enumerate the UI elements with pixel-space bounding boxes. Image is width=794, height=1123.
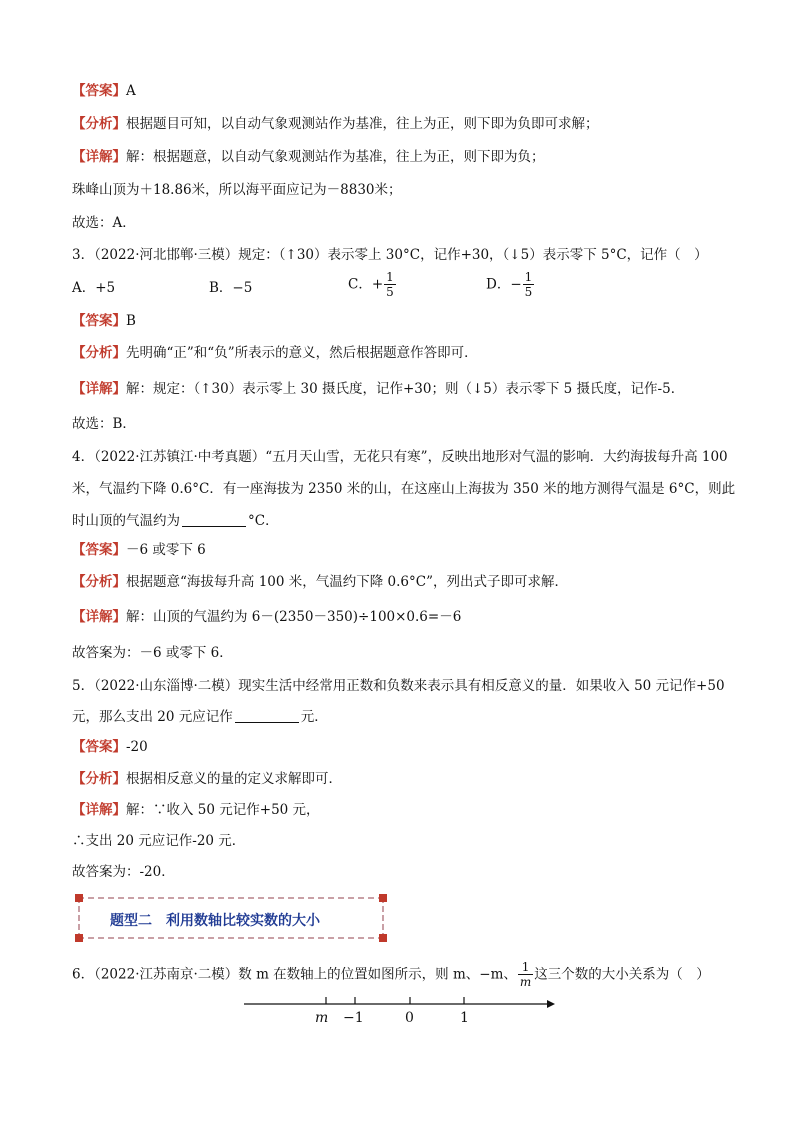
q3-option-a: A．+5 bbox=[72, 280, 116, 296]
label-zero: 0 bbox=[405, 1010, 414, 1026]
q4-stem-line3-post: °C． bbox=[248, 513, 279, 529]
q4-stem-line2: 米，气温约下降 0.6°C．有一座海拔为 2350 米的山，在这座山上海拔为 350 米的地方测得气温是 6°C，则此 bbox=[72, 481, 736, 497]
q5-stem-line1: 5．（2022·山东淄博·二模）现实生活中经常用正数和负数来表示具有相反意义的量．如果收入 50 元记作+50 bbox=[72, 678, 725, 694]
q4-analysis-line bbox=[72, 573, 568, 591]
q3-option-d-prefix: D．− bbox=[486, 276, 522, 293]
detail-text: 解：山顶的气温约为 6－(2350－350)÷100×0.6=－6 bbox=[126, 609, 462, 625]
fraction-numerator: 1 bbox=[524, 270, 533, 284]
fraction-numerator: 1 bbox=[386, 270, 394, 284]
q2-conclusion: 故选：A． bbox=[72, 215, 136, 231]
corner-mark bbox=[379, 934, 387, 942]
answer-tag: 【答案】 bbox=[72, 83, 126, 99]
corner-mark bbox=[75, 934, 83, 942]
q3-option-c-prefix: C．+ bbox=[348, 276, 384, 293]
detail-tag: 【详解】 bbox=[72, 149, 126, 165]
q2-answer-line bbox=[72, 82, 136, 100]
q2-analysis-line bbox=[72, 115, 599, 133]
q6-fraction bbox=[518, 960, 533, 989]
q4-stem-line3 bbox=[72, 512, 279, 530]
q5-stem-line2-post: 元． bbox=[300, 709, 328, 725]
q4-conclusion: 故答案为：－6 或零下 6． bbox=[72, 645, 233, 661]
q5-detail2-line: ∴支出 20 元应记作-20 元． bbox=[72, 833, 246, 849]
answer-tag: 【答案】 bbox=[72, 739, 126, 755]
analysis-tag: 【分析】 bbox=[72, 771, 126, 787]
analysis-text: 根据相反意义的量的定义求解即可． bbox=[126, 771, 342, 787]
section-title: 题型二 利用数轴比较实数的大小 bbox=[110, 913, 320, 929]
q3-answer-line bbox=[72, 312, 136, 330]
number-line bbox=[242, 992, 562, 1032]
q3-option-c-fraction bbox=[384, 270, 396, 299]
answer-tag: 【答案】 bbox=[72, 313, 126, 329]
q4-detail-line bbox=[72, 608, 461, 626]
answer-blank bbox=[182, 512, 246, 527]
analysis-tag: 【分析】 bbox=[72, 574, 126, 590]
label-m: m bbox=[315, 1010, 329, 1026]
q3-option-d bbox=[486, 270, 535, 299]
q3-option-c bbox=[348, 270, 397, 299]
q4-stem-line3-pre: 时山顶的气温约为 bbox=[72, 513, 180, 529]
q4-answer-line bbox=[72, 541, 206, 559]
detail-text: 解：规定：（↑30）表示零上 30 摄氏度，记作+30；则（↓5）表示零下 5 摄氏度，记作-5． bbox=[126, 381, 685, 397]
q5-detail-line bbox=[72, 801, 320, 819]
q3-detail-line bbox=[72, 380, 684, 398]
detail-tag: 【详解】 bbox=[72, 802, 126, 818]
answer-blank bbox=[235, 708, 299, 723]
section-header-box bbox=[78, 897, 384, 939]
answer-text: A bbox=[126, 83, 136, 99]
q3-stem: 3．（2022·河北邯郸·三模）规定：（↑30）表示零上 30°C，记作+30，（↓5）表示零下 5°C，记作（ ） bbox=[72, 247, 708, 263]
q6-stem-pre: 6．（2022·江苏南京·二模）数 m 在数轴上的位置如图所示，则 m、−m、 bbox=[72, 966, 517, 983]
number-line-axis bbox=[242, 992, 562, 1012]
q2-detail-line bbox=[72, 148, 545, 166]
q3-option-d-fraction bbox=[523, 270, 535, 299]
fraction-denominator: m bbox=[519, 975, 532, 989]
q2-detail2-line: 珠峰山顶为＋18.86米，所以海平面应记为－8830米； bbox=[72, 182, 402, 198]
corner-mark bbox=[75, 894, 83, 902]
analysis-text: 根据题目可知，以自动气象观测站作为基准，往上为正，则下即为负即可求解； bbox=[126, 116, 599, 132]
q4-stem-line1: 4．（2022·江苏镇江·中考真题）“五月天山雪，无花只有寒”，反映出地形对气温的影响．大约海拔每升高 100 bbox=[72, 449, 728, 465]
q5-stem-line2-pre: 元，那么支出 20 元应记作 bbox=[72, 709, 233, 725]
analysis-text: 根据题意“海拔每升高 100 米，气温约下降 0.6°C”，列出式子即可求解． bbox=[126, 574, 568, 590]
arrow-head-icon bbox=[547, 1000, 555, 1008]
fraction-denominator: 5 bbox=[524, 285, 533, 299]
answer-text: B bbox=[126, 313, 136, 329]
q3-conclusion: 故选：B． bbox=[72, 416, 136, 432]
detail-text: 解：根据题意，以自动气象观测站作为基准，往上为正，则下即为负； bbox=[126, 149, 545, 165]
answer-text: -20 bbox=[126, 739, 148, 755]
answer-tag: 【答案】 bbox=[72, 542, 126, 558]
detail-tag: 【详解】 bbox=[72, 609, 126, 625]
q5-stem-line2 bbox=[72, 708, 328, 726]
q5-conclusion: 故答案为：-20． bbox=[72, 864, 175, 880]
analysis-tag: 【分析】 bbox=[72, 116, 126, 132]
q3-option-b: B．−5 bbox=[209, 280, 253, 296]
detail-tag: 【详解】 bbox=[72, 381, 126, 397]
detail-text: 解：∵收入 50 元记作+50 元， bbox=[126, 802, 320, 818]
q5-answer-line bbox=[72, 738, 148, 756]
fraction-numerator: 1 bbox=[518, 960, 533, 975]
q5-analysis-line bbox=[72, 770, 342, 788]
q3-analysis-line bbox=[72, 344, 478, 362]
q6-stem bbox=[72, 960, 710, 989]
label-one: 1 bbox=[460, 1010, 469, 1026]
label-neg1: −1 bbox=[343, 1010, 364, 1026]
corner-mark bbox=[379, 894, 387, 902]
fraction-denominator: 5 bbox=[386, 285, 394, 299]
answer-text: －6 或零下 6 bbox=[126, 542, 206, 558]
analysis-tag: 【分析】 bbox=[72, 345, 126, 361]
analysis-text: 先明确“正”和“负”所表示的意义，然后根据题意作答即可． bbox=[126, 345, 478, 361]
q6-stem-post: 这三个数的大小关系为（ ） bbox=[534, 966, 710, 983]
